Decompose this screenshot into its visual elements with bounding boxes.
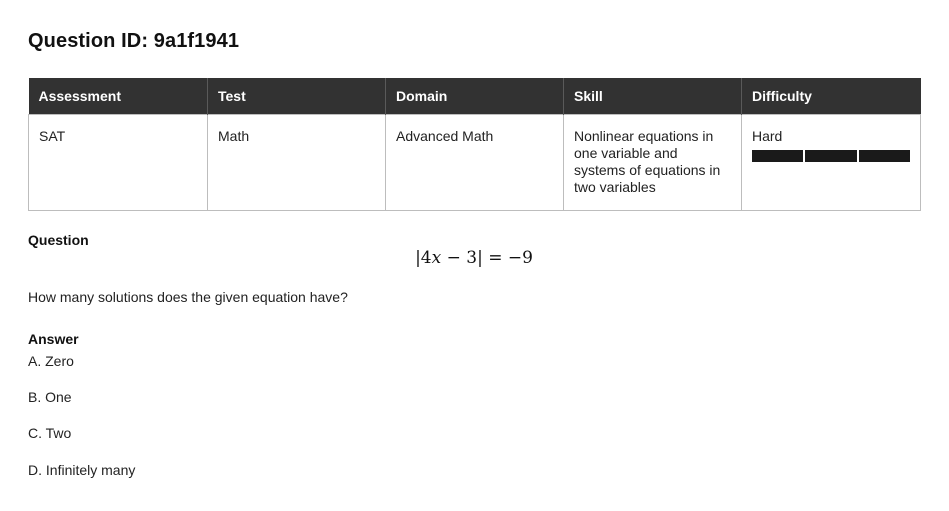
difficulty-meter [752, 150, 910, 162]
table-header-row [29, 78, 921, 114]
cell-assessment: SAT [29, 114, 208, 210]
cell-difficulty [742, 114, 921, 210]
answer-choice-a: A. Zero [28, 353, 74, 369]
cell-domain: Advanced Math [386, 114, 564, 210]
cell-test: Math [208, 114, 386, 210]
equation-left: |4 [415, 248, 432, 268]
equation [28, 248, 920, 268]
table-row [29, 114, 921, 210]
page-title: Question ID: 9a1f1941 [28, 30, 240, 52]
equation-right: − 3| = −9 [441, 248, 533, 268]
answer-choice-b: B. One [28, 389, 72, 405]
answer-choice-c: C. Two [28, 425, 72, 441]
header-difficulty: Difficulty [742, 78, 921, 114]
difficulty-label: Hard [752, 127, 783, 144]
header-domain: Domain [386, 78, 564, 114]
difficulty-bar-segment [805, 150, 856, 162]
cell-skill: Nonlinear equations in one variable and systems of equations in two variables [564, 114, 742, 210]
answer-label: Answer [28, 331, 79, 347]
header-test: Test [208, 78, 386, 114]
question-metadata-table [28, 78, 921, 211]
equation-variable: x [431, 248, 442, 268]
answer-choice-d: D. Infinitely many [28, 462, 136, 478]
difficulty-bar-segment [859, 150, 910, 162]
header-assessment: Assessment [29, 78, 208, 114]
header-skill: Skill [564, 78, 742, 114]
question-prompt: How many solutions does the given equation have? [28, 289, 348, 305]
difficulty-bar-segment [752, 150, 803, 162]
question-label: Question [28, 232, 89, 248]
